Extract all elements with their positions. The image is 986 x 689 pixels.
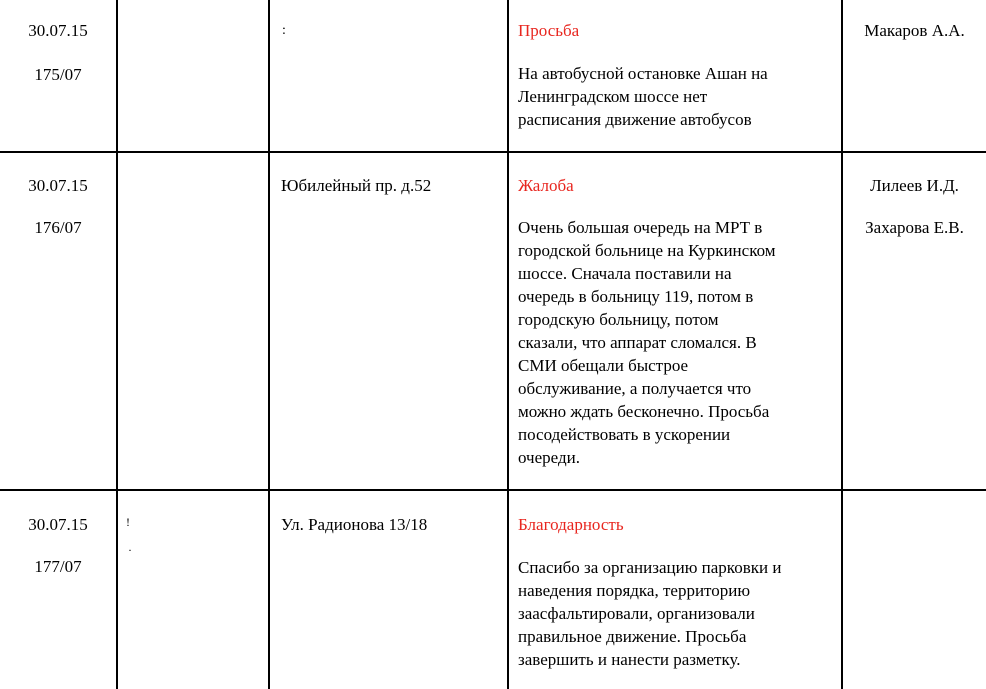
row-1-number: 175/07 [34, 65, 82, 84]
row-2-responsible-2: Захарова Е.В. [865, 218, 964, 237]
text-line: На автобусной остановке Ашан на [518, 64, 768, 83]
row-1-date: 30.07.15 [28, 21, 88, 40]
row-3-number: 177/07 [34, 557, 82, 576]
row-3-stray-mark-1: ! [126, 515, 130, 529]
row-3-stray-mark-2: · [128, 543, 132, 557]
row-3-text [518, 556, 838, 671]
row-1-responsible: Макаров А.А. [864, 21, 965, 40]
text-line: очередь в больницу 119, потом в [518, 287, 754, 306]
row-3-type: Благодарность [518, 515, 624, 534]
text-line: можно ждать бесконечно. Просьба [518, 402, 770, 421]
text-line: Очень большая очередь на МРТ в [518, 218, 763, 237]
text-line: шоссе. Сначала поставили на [518, 264, 732, 283]
text-line: городской больнице на Куркинском [518, 241, 776, 260]
row-3-date: 30.07.15 [28, 515, 88, 534]
row-2-type: Жалоба [518, 176, 574, 195]
text-line: СМИ обещали быстрое [518, 356, 689, 375]
text-line: сказали, что аппарат сломался. В [518, 333, 757, 352]
column-divider-2 [268, 0, 270, 689]
text-line: очереди. [518, 448, 580, 467]
column-divider-1 [116, 0, 118, 689]
row-divider-1 [0, 151, 986, 153]
row-1-text [518, 62, 838, 131]
row-divider-2 [0, 489, 986, 491]
row-1-address: : [282, 23, 286, 38]
row-2-number: 176/07 [34, 218, 82, 237]
column-divider-3 [507, 0, 509, 689]
text-line: правильное движение. Просьба [518, 627, 747, 646]
row-2-responsible-1: Лилеев И.Д. [870, 176, 959, 195]
text-line: наведения порядка, территорию [518, 581, 751, 600]
row-2-text [518, 216, 838, 469]
row-1-type: Просьба [518, 21, 580, 40]
row-3-address: Ул. Радионова 13/18 [281, 515, 428, 534]
text-line: посодействовать в ускорении [518, 425, 731, 444]
text-line: городскую больницу, потом [518, 310, 719, 329]
row-2-date: 30.07.15 [28, 176, 88, 195]
text-line: расписания движение автобусов [518, 110, 752, 129]
text-line: Спасибо за организацию парковки и [518, 558, 782, 577]
text-line: заасфальтировали, организовали [518, 604, 755, 623]
text-line: завершить и нанести разметку. [518, 650, 741, 669]
column-divider-4 [841, 0, 843, 689]
text-line: Ленинградском шоссе нет [518, 87, 708, 106]
text-line: обслуживание, а получается что [518, 379, 752, 398]
row-2-address: Юбилейный пр. д.52 [281, 176, 432, 195]
